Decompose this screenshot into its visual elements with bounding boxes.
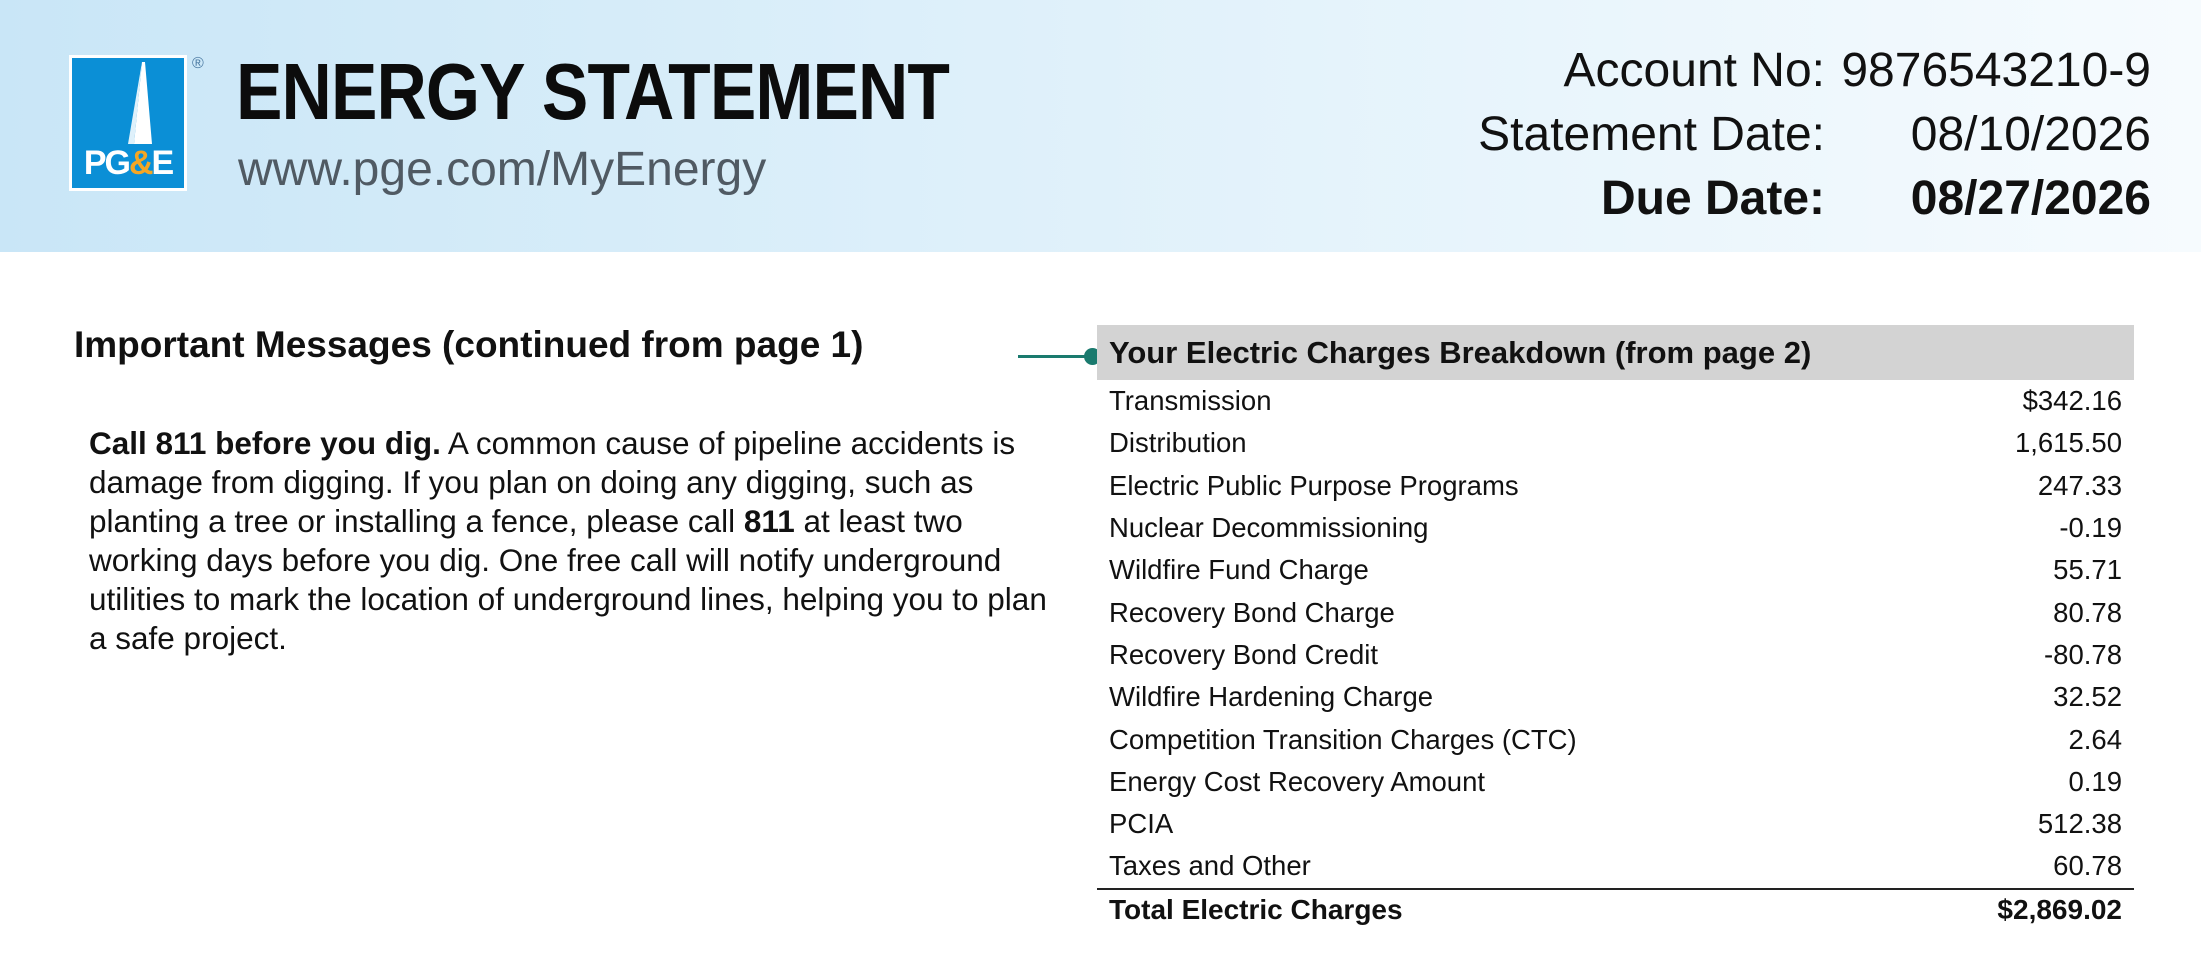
- important-message-text: [89, 424, 1069, 658]
- charge-amount: 2.64: [2068, 723, 2122, 755]
- message-811-number: 811: [743, 503, 795, 539]
- account-number-value: 9876543210-9: [1841, 43, 2151, 97]
- charge-row: [1097, 803, 2134, 845]
- charge-row: [1097, 507, 2134, 549]
- connector-line: [1018, 355, 1092, 358]
- pge-logo: [69, 55, 187, 191]
- charge-label: Nuclear Decommissioning: [1109, 512, 1429, 544]
- charge-amount: 512.38: [2037, 808, 2122, 840]
- charge-row: [1097, 845, 2134, 887]
- charge-row: [1097, 634, 2134, 676]
- due-date-value: 08/27/2026: [1910, 171, 2151, 225]
- charge-amount: 32.52: [2053, 681, 2122, 713]
- charge-row: [1097, 380, 2134, 422]
- charge-label: Distribution: [1109, 427, 1247, 459]
- charge-label: Wildfire Hardening Charge: [1109, 681, 1434, 713]
- charge-label: Recovery Bond Credit: [1109, 638, 1379, 670]
- charge-amount: -0.19: [2059, 512, 2122, 544]
- charge-row: [1097, 591, 2134, 633]
- charge-label: PCIA: [1109, 808, 1174, 840]
- breakdown-rows: [1097, 380, 2134, 888]
- account-number-row: [1411, 38, 2151, 102]
- statement-date-label: Statement Date:: [1478, 107, 1825, 161]
- statement-date-row: [1411, 102, 2151, 166]
- total-label: Total Electric Charges: [1109, 893, 1403, 925]
- charge-amount: -80.78: [2044, 638, 2122, 670]
- charge-amount: 1,615.50: [2014, 427, 2122, 459]
- account-info: [1411, 38, 2151, 230]
- charge-amount: 60.78: [2053, 850, 2122, 882]
- charge-label: Electric Public Purpose Programs: [1109, 469, 1519, 501]
- electric-charges-breakdown: [1097, 325, 2134, 930]
- svg-text:PG&E: PG&E: [83, 144, 173, 182]
- charge-amount: $342.16: [2022, 385, 2122, 417]
- charge-amount: 247.33: [2037, 469, 2122, 501]
- breakdown-heading: Your Electric Charges Breakdown (from page 2): [1097, 325, 2134, 380]
- charge-row: [1097, 549, 2134, 591]
- charge-amount: 0.19: [2068, 765, 2122, 797]
- charge-row: [1097, 761, 2134, 803]
- charge-label: Energy Cost Recovery Amount: [1109, 765, 1486, 797]
- due-date-row: [1411, 166, 2151, 230]
- charge-label: Competition Transition Charges (CTC): [1109, 723, 1577, 755]
- charge-row: [1097, 465, 2134, 507]
- statement-title: ENERGY STATEMENT: [236, 47, 950, 136]
- charge-amount: 80.78: [2053, 596, 2122, 628]
- charge-row: [1097, 718, 2134, 760]
- due-date-label: Due Date:: [1600, 171, 1825, 225]
- charge-label: Wildfire Fund Charge: [1109, 554, 1369, 586]
- total-amount: $2,869.02: [1997, 893, 2122, 925]
- charge-amount: 55.71: [2053, 554, 2122, 586]
- charge-label: Taxes and Other: [1109, 850, 1311, 882]
- message-text-part-2: at least two working days before you dig. One free call will notify underground utilities to mark the location of underground lines, helping you to plan a safe project.: [89, 503, 1047, 656]
- website-url[interactable]: www.pge.com/MyEnergy: [238, 143, 767, 196]
- breakdown-total-row: [1097, 888, 2134, 930]
- charge-row: [1097, 422, 2134, 464]
- statement-date-value: 08/10/2026: [1910, 107, 2151, 161]
- registered-mark: ®: [192, 55, 204, 72]
- statement-header: [0, 0, 2201, 252]
- important-messages-heading: Important Messages (continued from page 1): [74, 324, 864, 365]
- message-lead: Call 811 before you dig.: [89, 425, 441, 461]
- charge-label: Transmission: [1109, 385, 1272, 417]
- charge-row: [1097, 676, 2134, 718]
- account-number-label: Account No:: [1563, 43, 1825, 97]
- charge-label: Recovery Bond Charge: [1109, 596, 1395, 628]
- pge-logo-icon: [72, 58, 184, 188]
- message-text-part-1: A common cause of pipeline accidents is damage from digging. If you plan on doing any digging, such as planting a tree or installing a fence, please call: [89, 425, 1016, 539]
